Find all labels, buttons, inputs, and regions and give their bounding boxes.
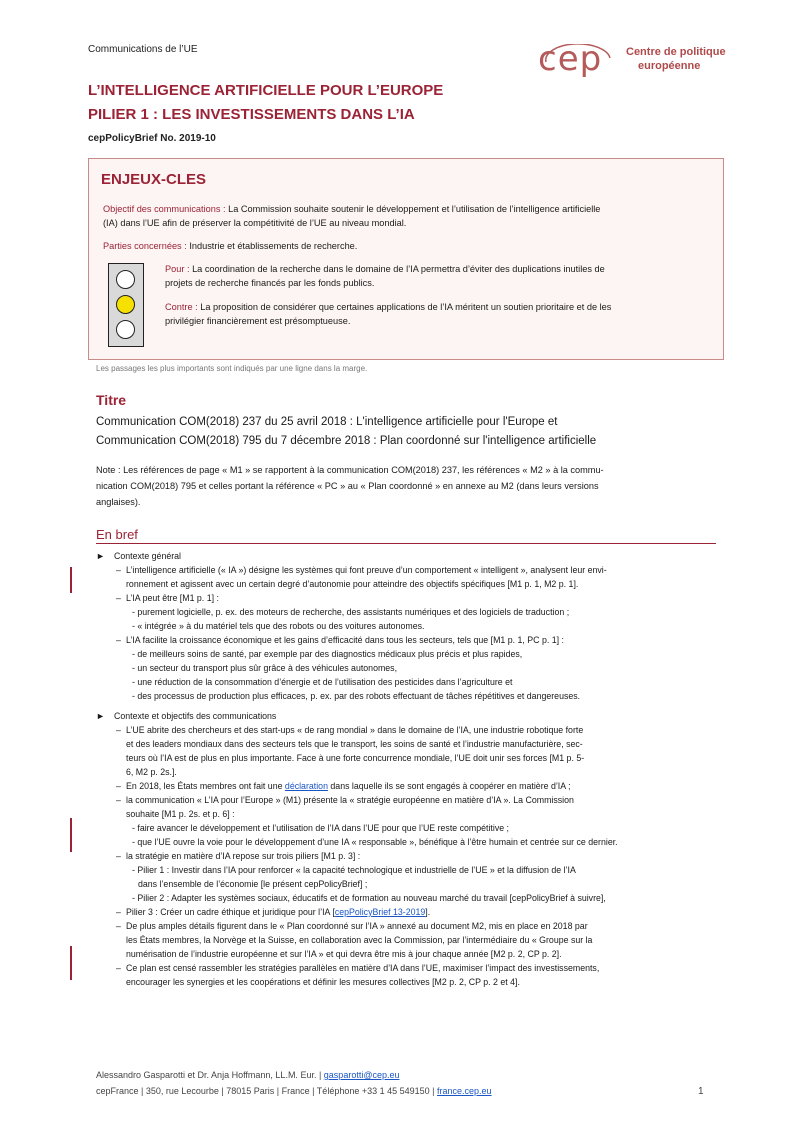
cep-logo (538, 40, 738, 86)
logo-tagline-2: européenne (638, 60, 701, 72)
page-number: 1 (698, 1086, 704, 1097)
margin-highlight-bar (70, 567, 72, 593)
list-item-continuation: 6, M2 p. 2s.]. (126, 767, 177, 777)
list-item: – Pilier 3 : Créer un cadre éthique et juridique pour l’IA [cepPolicyBrief 13-2019]. (116, 907, 431, 917)
list-item-continuation: ronnement et agissent avec un certain degré d’autonomie pour atteindre des objectifs spécifiques [M1 p. 1, M2 p. 1]. (126, 579, 579, 589)
list-item-continuation: numérisation de l’industrie européenne et sur l’IA » et qui devra être mis à jour chaque année [M2 p. 2, CP p. 2]. (126, 949, 562, 959)
objective-paragraph (103, 202, 715, 230)
logo-word: cep (538, 39, 603, 79)
list-item-continuation: les États membres, la Norvège et la Suisse, en collaboration avec la Commission, par l’intermédiaire du « Groupe sur la (126, 935, 593, 945)
objective-text-1: La Commission souhaite soutenir le développement et l’utilisation de l’intelligence artificielle (225, 204, 601, 214)
logo-tagline-1: Centre de politique (626, 46, 726, 58)
list-item-continuation: souhaite [M1 p. 2s. et p. 6] : (126, 809, 235, 819)
document-title-line-1: L’INTELLIGENCE ARTIFICIELLE POUR L’EUROPE (88, 82, 444, 99)
list-item: – L’UE abrite des chercheurs et des start-ups « de rang mondial » dans le domaine de l’IA, une industrie robotique forte (116, 725, 584, 735)
objective-text-2: (IA) dans l’UE afin de préserver la compétitivité de l’UE au niveau mondial. (103, 218, 407, 228)
policy-brief-link[interactable]: cepPolicyBrief 13-2019 (334, 907, 426, 917)
pro-text-1: La coordination de la recherche dans le domaine de l’IA permettra d’éviter des duplications inutiles de (189, 264, 605, 274)
contra-paragraph (165, 300, 715, 328)
list-item: – L’IA facilite la croissance économique et les gains d’efficacité dans tous les secteurs, tels que [M1 p. 1, PC p. 1] : (116, 635, 564, 645)
titre-line-2: Communication COM(2018) 795 du 7 décembre 2018 : Plan coordonné sur l'intelligence artificielle (96, 435, 597, 447)
stakeholders-text: Industrie et établissements de recherche. (186, 241, 358, 251)
pro-paragraph (165, 262, 715, 290)
brief-number: cepPolicyBrief No. 2019-10 (88, 133, 216, 144)
section-general-context: ► Contexte général (96, 551, 181, 561)
reference-note-line-3: anglaises). (96, 497, 141, 507)
titre-line-1: Communication COM(2018) 237 du 25 avril 2018 : L'intelligence artificielle pour l'Europe et (96, 416, 558, 428)
margin-note: Les passages les plus importants sont indiqués par une ligne dans la marge. (96, 364, 368, 373)
list-item: – L’IA peut être [M1 p. 1] : (116, 593, 219, 603)
stakeholders-paragraph (103, 239, 715, 253)
titre-heading: Titre (96, 392, 127, 408)
sub-list-item: - une réduction de la consommation d’énergie et de l’utilisation des pesticides dans l’agriculture et (132, 677, 513, 687)
contra-text-2: privilégier financièrement est présomptueuse. (165, 316, 351, 326)
arrow-bullet-icon: ► (96, 711, 105, 721)
author-email-link[interactable]: gasparotti@cep.eu (323, 1070, 400, 1080)
arrow-bullet-icon: ► (96, 551, 105, 561)
contra-label: Contre : (165, 302, 198, 312)
sub-list-item: - Pilier 1 : Investir dans l’IA pour renforcer « la capacité technologique et industrielle de l’UE » et la diffusion de l’IA (132, 865, 576, 875)
en-bref-heading: En bref (96, 527, 138, 542)
list-item: – la communication « L’IA pour l’Europe » (M1) présente la « stratégie européenne en matière d’IA ». La Commission (116, 795, 574, 805)
reference-note-line-2: nication COM(2018) 795 et celles portant la référence « PC » au « Plan coordonné » en annexe au M2 (dans leurs versions (96, 481, 599, 491)
sub-list-item: - un secteur du transport plus sûr grâce à des véhicules autonomes, (132, 663, 398, 673)
running-header: Communications de l’UE (88, 44, 198, 55)
objective-label: Objectif des communications : (103, 204, 226, 214)
reference-note-line-1: Note : Les références de page « M1 » se rapportent à la communication COM(2018) 237, les références « M2 » à la commu- (96, 465, 604, 475)
section-context-objectives: ► Contexte et objectifs des communications (96, 711, 277, 721)
sub-list-item: - de meilleurs soins de santé, par exemple par des diagnostics médicaux plus précis et plus rapides, (132, 649, 523, 659)
pro-label: Pour : (165, 264, 190, 274)
footer-address: cepFrance | 350, rue Lecourbe | 78015 Paris | France | Téléphone +33 1 45 549150 | france.cep.eu (96, 1086, 492, 1096)
list-item-continuation: encourager les synergies et les coopérations et définir les mesures collectives [M2 p. 2, CP p. 2 et 4]. (126, 977, 520, 987)
traffic-light-yellow-on (116, 295, 135, 314)
sub-list-item: - faire avancer le développement et l’utilisation de l’IA dans l’UE pour que l’UE reste compétitive ; (132, 823, 509, 833)
list-item: – la stratégie en matière d’IA repose sur trois piliers [M1 p. 3] : (116, 851, 361, 861)
reference-note (96, 462, 706, 510)
list-item-continuation: teurs où l’IA est de plus en plus importante. Face à une forte concurrence mondiale, l’UE doit unir ses forces [M1 p. 5- (126, 753, 585, 763)
document-title-line-2: PILIER 1 : LES INVESTISSEMENTS DANS L’IA (88, 106, 415, 123)
footer-authors: Alessandro Gasparotti et Dr. Anja Hoffmann, LL.M. Eur. | gasparotti@cep.eu (96, 1070, 400, 1080)
traffic-light-green-off (116, 320, 135, 339)
traffic-light-icon (108, 263, 144, 347)
margin-highlight-bar (70, 818, 72, 852)
list-item: – L’intelligence artificielle (« IA ») désigne les systèmes qui font preuve d’un comportement « intelligent », analysent leur envi- (116, 565, 607, 575)
traffic-light-red-off (116, 270, 135, 289)
sub-list-item: - que l’UE ouvre la voie pour le développement d’une IA « responsable », bénéfique à l’être humain et centrée sur ce dernier. (132, 837, 618, 847)
stakeholders-label: Parties concernées : (103, 241, 187, 251)
list-item: – En 2018, les États membres ont fait une déclaration dans laquelle ils se sont engagés à coopérer en matière d’IA ; (116, 781, 571, 791)
list-item: – Ce plan est censé rassembler les stratégies parallèles en matière d’IA dans l’UE, maximiser l’impact des investissements, (116, 963, 600, 973)
declaration-link[interactable]: déclaration (284, 781, 328, 791)
en-bref-divider (96, 543, 716, 544)
sub-list-item: - purement logicielle, p. ex. des moteurs de recherche, des assistants numériques et des logiciels de traduction ; (132, 607, 570, 617)
sub-list-item-continuation: dans l’ensemble de l’économie [le présent cepPolicyBrief] ; (138, 879, 368, 889)
sub-list-item: - « intégrée » à du matériel tels que des robots ou des voitures autonomes. (132, 621, 425, 631)
key-issues-box (88, 158, 724, 360)
contra-text-1: La proposition de considérer que certaines applications de l’IA méritent un soutien prioritaire et de les (197, 302, 612, 312)
sub-list-item: - Pilier 2 : Adapter les systèmes sociaux, éducatifs et de formation au nouveau marché du travail [cepPolicyBrief à suivre], (132, 893, 606, 903)
list-item: – De plus amples détails figurent dans le « Plan coordonné sur l’IA » annexé au document M2, mis en place en 2018 par (116, 921, 588, 931)
website-link[interactable]: france.cep.eu (437, 1086, 492, 1096)
en-bref-list (96, 549, 710, 989)
pro-text-2: projets de recherche financés par les fonds publics. (165, 278, 375, 288)
margin-highlight-bar (70, 946, 72, 980)
sub-list-item: - des processus de production plus efficaces, p. ex. par des robots effectuant de tâches répétitives et dangereuses. (132, 691, 581, 701)
key-issues-heading: ENJEUX-CLES (101, 171, 207, 188)
list-item-continuation: et des leaders mondiaux dans des secteurs tels que le transport, les soins de santé et l’industrie manufacturière, sec- (126, 739, 583, 749)
